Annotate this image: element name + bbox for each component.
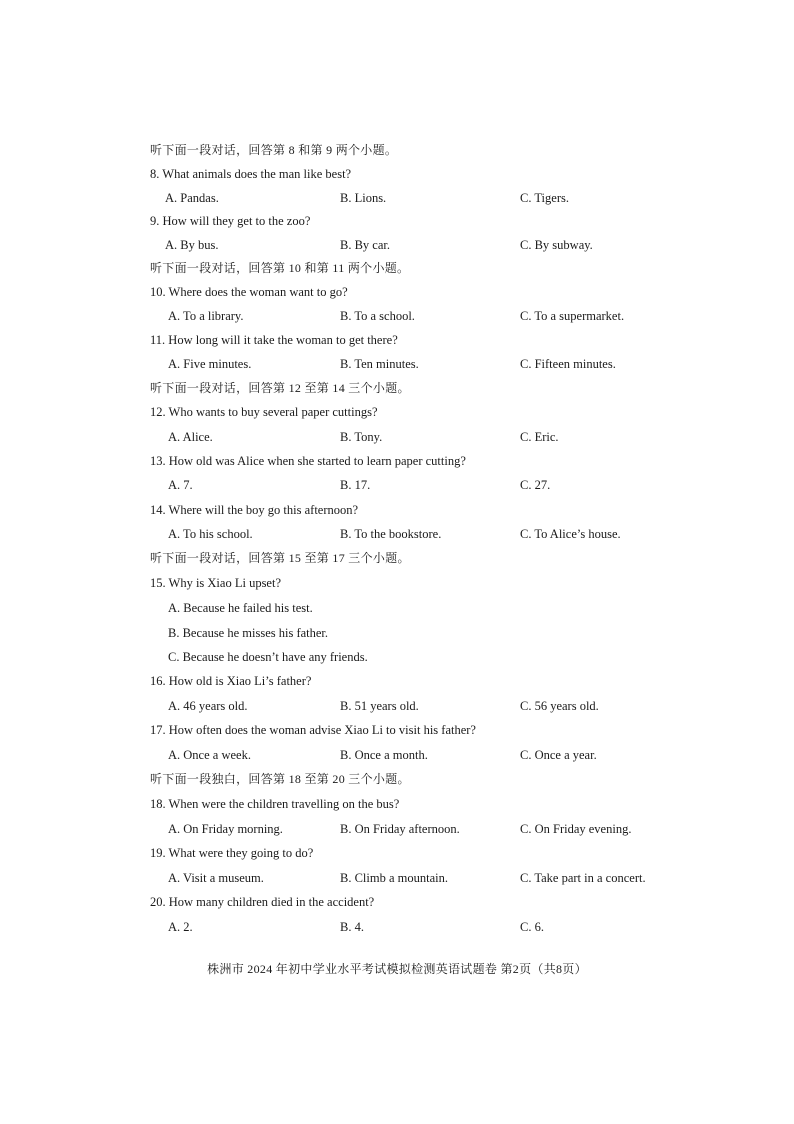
option-a: A. 46 years old.: [168, 699, 248, 713]
option-c: C. By subway.: [520, 238, 593, 252]
option-b: B. Tony.: [340, 430, 383, 444]
option-b: B. 17.: [340, 478, 371, 492]
question-16: 16. How old is Xiao Li’s father?: [150, 674, 312, 688]
page-footer: 株洲市 2024 年初中学业水平考试模拟检测英语试题卷 第2页（共8页）: [207, 962, 587, 976]
option-c: C. 6.: [520, 920, 544, 934]
option-a: A. 7.: [168, 478, 193, 492]
section-instruction: 听下面一段对话，回答第 10 和第 11 两个小题。: [150, 261, 410, 275]
section-instruction: 听下面一段对话，回答第 15 至第 17 三个小题。: [150, 551, 410, 565]
option-b: B. Ten minutes.: [340, 357, 419, 371]
option-a: A. To his school.: [168, 527, 253, 541]
option-b: B. Lions.: [340, 191, 387, 205]
option-b: B. 51 years old.: [340, 699, 419, 713]
option-c: C. Eric.: [520, 430, 559, 444]
option-c: C. On Friday evening.: [520, 822, 632, 836]
option-c: C. 56 years old.: [520, 699, 599, 713]
option-b: B. Climb a mountain.: [340, 871, 448, 885]
section-instruction: 听下面一段对话，回答第 8 和第 9 两个小题。: [150, 143, 398, 157]
option-a: A. Once a week.: [168, 748, 251, 762]
option-c: C. Take part in a concert.: [520, 871, 646, 885]
option-a: A. On Friday morning.: [168, 822, 283, 836]
option-c: C. Tigers.: [520, 191, 569, 205]
section-instruction: 听下面一段对话，回答第 12 至第 14 三个小题。: [150, 381, 410, 395]
option-b: B. Once a month.: [340, 748, 428, 762]
question-15: 15. Why is Xiao Li upset?: [150, 576, 281, 590]
option-b: B. To the bookstore.: [340, 527, 442, 541]
option-b: B. To a school.: [340, 309, 415, 323]
question-8: 8. What animals does the man like best?: [150, 167, 352, 181]
question-11: 11. How long will it take the woman to get there?: [150, 333, 398, 347]
option-b: B. 4.: [340, 920, 364, 934]
question-9: 9. How will they get to the zoo?: [150, 214, 311, 228]
question-17: 17. How often does the woman advise Xiao Li to visit his father?: [150, 723, 476, 737]
question-18: 18. When were the children travelling on the bus?: [150, 797, 400, 811]
option-c: C. Once a year.: [520, 748, 597, 762]
option-b: B. Because he misses his father.: [168, 626, 329, 640]
question-19: 19. What were they going to do?: [150, 846, 314, 860]
option-a: A. To a library.: [168, 309, 244, 323]
section-instruction: 听下面一段独白，回答第 18 至第 20 三个小题。: [150, 772, 410, 786]
option-a: A. Pandas.: [165, 191, 219, 205]
option-a: A. 2.: [168, 920, 193, 934]
option-c: C. To a supermarket.: [520, 309, 625, 323]
option-a: A. Because he failed his test.: [168, 601, 313, 615]
option-b: B. By car.: [340, 238, 390, 252]
option-a: A. By bus.: [165, 238, 219, 252]
question-13: 13. How old was Alice when she started to learn paper cutting?: [150, 454, 466, 468]
option-a: A. Five minutes.: [168, 357, 252, 371]
option-c: C. Fifteen minutes.: [520, 357, 616, 371]
option-a: A. Visit a museum.: [168, 871, 264, 885]
option-b: B. On Friday afternoon.: [340, 822, 460, 836]
question-10: 10. Where does the woman want to go?: [150, 285, 348, 299]
question-14: 14. Where will the boy go this afternoon?: [150, 503, 359, 517]
option-c: C. Because he doesn’t have any friends.: [168, 650, 368, 664]
option-a: A. Alice.: [168, 430, 213, 444]
question-20: 20. How many children died in the accident?: [150, 895, 375, 909]
option-c: C. 27.: [520, 478, 551, 492]
question-12: 12. Who wants to buy several paper cuttings?: [150, 405, 378, 419]
option-c: C. To Alice’s house.: [520, 527, 621, 541]
